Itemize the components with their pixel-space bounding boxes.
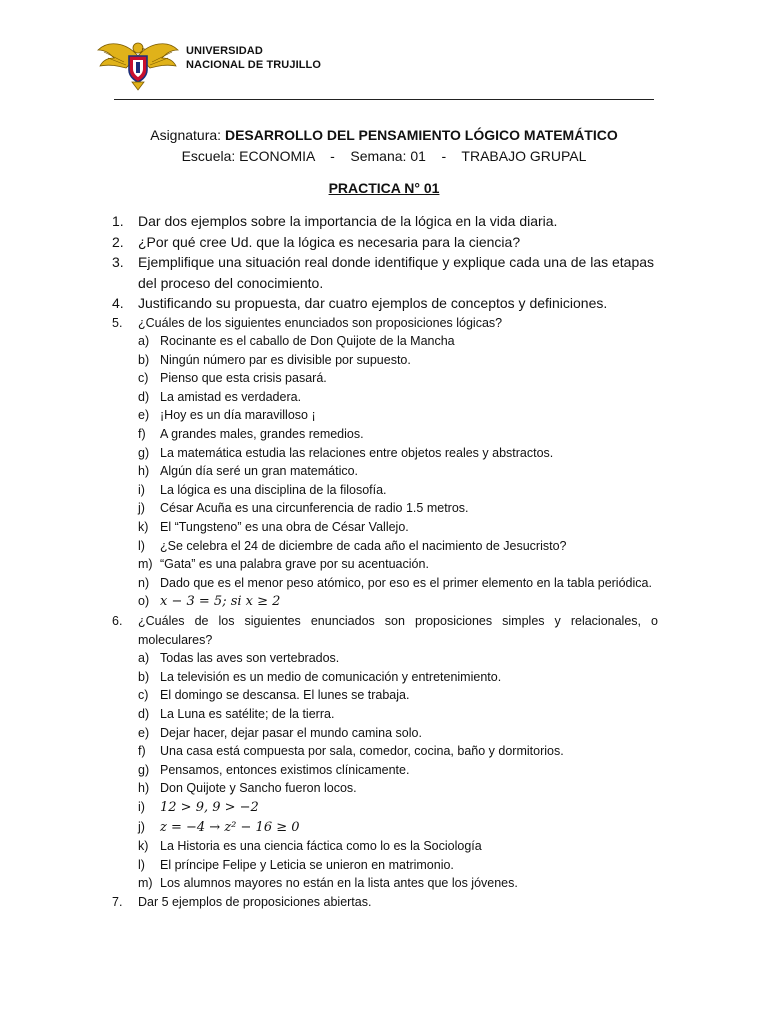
subject-name: DESARROLLO DEL PENSAMIENTO LÓGICO MATEMÁTICO [224, 127, 618, 143]
list-item [138, 705, 658, 724]
item-letter: c) [138, 688, 149, 703]
item-text: La Luna es satélite; de la tierra. [160, 706, 335, 721]
item-letter: b) [138, 352, 150, 367]
item-letter: k) [138, 520, 149, 535]
question-text: Dar dos ejemplos sobre la importancia de la lógica en la vida diaria. [138, 213, 558, 229]
item-letter: a) [138, 651, 150, 666]
item-letter: e) [138, 725, 150, 740]
question-2 [112, 232, 658, 253]
item-text: ¡Hoy es un día maravilloso ¡ [160, 408, 316, 423]
list-item [138, 444, 658, 463]
list-item [138, 537, 658, 556]
item-letter: d) [138, 706, 150, 721]
item-letter: j) [138, 501, 145, 516]
question-text: Ejemplifique una situación real donde identifique y explique cada una de las etapas del proceso del conocimiento. [138, 254, 655, 291]
list-item [138, 837, 658, 856]
item-letter: h) [138, 464, 150, 479]
list-item [138, 406, 658, 425]
item-text: César Acuña es una circunferencia de radio 1.5 metros. [160, 501, 469, 516]
question-text: ¿Cuáles de los siguientes enunciados son proposiciones lógicas? [138, 315, 503, 330]
item-text: El príncipe Felipe y Leticia se unieron en matrimonio. [160, 857, 454, 872]
item-letter: k) [138, 839, 149, 854]
question-number: 4. [112, 295, 124, 311]
item-letter: l) [138, 857, 145, 872]
item-letter: n) [138, 575, 150, 590]
question-number: 5. [112, 315, 123, 330]
item-letter: a) [138, 334, 150, 349]
item-text: Ningún número par es divisible por supuesto. [160, 352, 411, 367]
list-item [138, 649, 658, 668]
item-text: La lógica es una disciplina de la filosofía. [160, 482, 387, 497]
item-text: Rocinante es el caballo de Don Quijote de la Mancha [160, 334, 455, 349]
item-text: La amistad es verdadera. [160, 389, 302, 404]
question-text: Dar 5 ejemplos de proposiciones abiertas. [138, 894, 372, 909]
item-letter: i) [138, 799, 145, 814]
item-text: ¿Se celebra el 24 de diciembre de cada año el nacimiento de Jesucristo? [160, 538, 567, 553]
item-letter: l) [138, 538, 145, 553]
list-item [138, 818, 658, 838]
question-text: ¿Cuáles de los siguientes enunciados son proposiciones simples y relacionales, o moleculares? [138, 614, 658, 647]
question-text: Justificando su propuesta, dar cuatro ejemplos de conceptos y definiciones. [138, 295, 608, 311]
list-item [138, 499, 658, 518]
item-text: Dejar hacer, dejar pasar el mundo camina solo. [160, 725, 422, 740]
item-letter: j) [138, 819, 145, 834]
item-text: Don Quijote y Sancho fueron locos. [160, 781, 357, 796]
item-text: El domingo se descansa. El lunes se trabaja. [160, 688, 410, 703]
item-letter: b) [138, 669, 150, 684]
question-3 [112, 252, 658, 293]
list-item [138, 668, 658, 687]
item-text: A grandes males, grandes remedios. [160, 427, 364, 442]
item-text: 𝑥 − 3 = 5; si 𝑥 ≥ 2 [160, 594, 281, 610]
list-item [138, 388, 658, 407]
item-letter: i) [138, 482, 145, 497]
item-letter: e) [138, 408, 150, 423]
page-title: PRACTICA N° 01 [328, 180, 440, 196]
item-letter: m) [138, 876, 153, 891]
university-name [186, 44, 321, 72]
university-name-line2: NACIONAL DE TRUJILLO [186, 59, 322, 71]
item-text: Dado que es el menor peso atómico, por eso es el primer elemento en la tabla periódica. [160, 575, 652, 590]
question-number: 7. [112, 894, 123, 909]
item-letter: g) [138, 762, 150, 777]
list-item [138, 332, 658, 351]
list-item [138, 518, 658, 537]
list-item [138, 724, 658, 743]
item-letter: h) [138, 781, 150, 796]
list-item [138, 742, 658, 761]
list-item [138, 462, 658, 481]
header-divider [114, 99, 654, 100]
item-text: Los alumnos mayores no están en la lista antes que los jóvenes. [160, 876, 518, 891]
list-item [138, 555, 658, 574]
list-item [138, 592, 658, 612]
question-list [112, 211, 658, 912]
item-letter: f) [138, 427, 146, 442]
document-header [96, 36, 656, 106]
item-letter: c) [138, 371, 149, 386]
item-text: 𝑧 = −4 → 𝑧² − 16 ≥ 0 [160, 819, 300, 835]
item-text: Pienso que esta crisis pasará. [160, 371, 327, 386]
question-1 [112, 211, 658, 232]
subject-label: Asignatura: [150, 127, 225, 143]
item-text: La matemática estudia las relaciones entre objetos reales y abstractos. [160, 445, 554, 460]
item-text: Algún día seré un gran matemático. [160, 464, 359, 479]
question-4 [112, 293, 658, 314]
list-item [138, 779, 658, 798]
list-item [138, 686, 658, 705]
question-5 [112, 314, 658, 333]
question-number: 3. [112, 254, 124, 270]
course-school-line: Escuela: ECONOMIA - Semana: 01 - TRABAJO GRUPAL [181, 148, 587, 164]
item-letter: d) [138, 389, 150, 404]
list-item [138, 874, 658, 893]
item-letter: g) [138, 445, 150, 460]
university-name-line1: UNIVERSIDAD [186, 45, 263, 57]
question-5-options [112, 332, 658, 612]
question-text: ¿Por qué cree Ud. que la lógica es necesaria para la ciencia? [138, 233, 521, 250]
question-6 [112, 612, 658, 649]
item-letter: m) [138, 557, 153, 572]
list-item [138, 369, 658, 388]
item-text: El “Tungsteno” es una obra de César Vallejo. [160, 520, 409, 535]
item-text: “Gata” es una palabra grave por su acentuación. [160, 557, 429, 572]
question-number: 1. [112, 213, 124, 229]
list-item [138, 856, 658, 875]
question-number: 6. [112, 614, 123, 628]
list-item [138, 481, 658, 500]
item-text: 12 > 9, 9 > −2 [160, 799, 259, 815]
question-6-options [112, 649, 658, 893]
list-item [138, 425, 658, 444]
item-text: Una casa está compuesta por sala, comedor, cocina, baño y dormitorios. [160, 744, 564, 759]
item-letter: f) [138, 744, 146, 759]
course-subject-line [0, 127, 768, 143]
question-7 [112, 893, 658, 912]
item-text: La televisión es un medio de comunicación y entretenimiento. [160, 669, 502, 684]
item-text: La Historia es una ciencia fáctica como lo es la Sociología [160, 839, 482, 854]
list-item [138, 574, 658, 593]
item-text: Todas las aves son vertebrados. [160, 651, 340, 666]
item-text: Pensamos, entonces existimos clínicamente. [160, 762, 410, 777]
list-item [138, 798, 658, 818]
list-item [138, 761, 658, 780]
list-item [138, 351, 658, 370]
item-letter: o) [138, 594, 150, 609]
university-crest-eagle-icon [96, 36, 180, 92]
question-number: 2. [112, 233, 124, 250]
